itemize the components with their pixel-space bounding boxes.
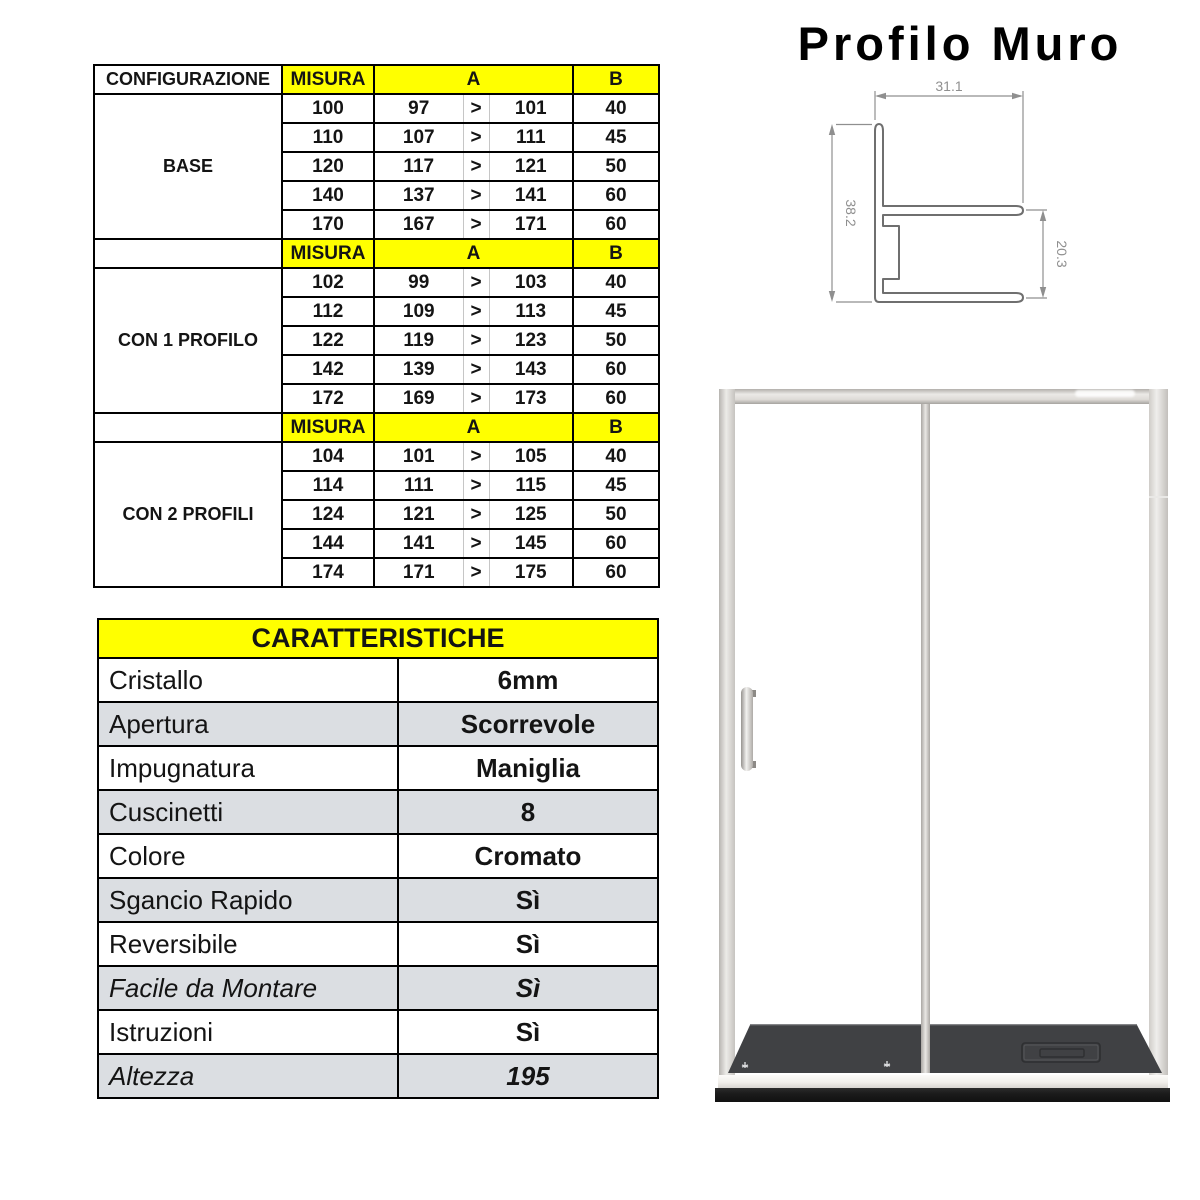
misura-header-cell: MISURA <box>282 239 374 268</box>
misura-cell: 124 <box>282 500 374 529</box>
feature-label-cell: Istruzioni <box>98 1010 398 1054</box>
a-max-cell: 173 <box>489 384 573 413</box>
range-separator-cell: > <box>463 558 489 587</box>
tray-plinth <box>715 1088 1170 1102</box>
feature-row <box>98 658 658 702</box>
feature-label-cell: Reversibile <box>98 922 398 966</box>
a-max-cell: 171 <box>489 210 573 239</box>
a-min-cell: 139 <box>374 355 463 384</box>
feature-label-cell: Cristallo <box>98 658 398 702</box>
b-cell: 40 <box>573 94 659 123</box>
range-separator-cell: > <box>463 355 489 384</box>
a-max-cell: 125 <box>489 500 573 529</box>
misura-cell: 174 <box>282 558 374 587</box>
range-separator-cell: > <box>463 152 489 181</box>
range-separator-cell: > <box>463 500 489 529</box>
a-min-cell: 119 <box>374 326 463 355</box>
a-header-cell: A <box>374 65 573 94</box>
frame-right-bar <box>1149 389 1168 1088</box>
misura-cell: 104 <box>282 442 374 471</box>
feature-row <box>98 834 658 878</box>
bottom-rail <box>718 1075 1168 1088</box>
feature-value-cell: Sì <box>398 922 658 966</box>
range-separator-cell: > <box>463 529 489 558</box>
feature-value-cell: 195 <box>398 1054 658 1098</box>
a-max-cell: 145 <box>489 529 573 558</box>
range-separator-cell: > <box>463 442 489 471</box>
feature-label-cell: Altezza <box>98 1054 398 1098</box>
b-cell: 40 <box>573 268 659 297</box>
a-min-cell: 171 <box>374 558 463 587</box>
misura-cell: 114 <box>282 471 374 500</box>
size-table <box>93 64 660 588</box>
a-max-cell: 123 <box>489 326 573 355</box>
b-cell: 60 <box>573 384 659 413</box>
feature-row <box>98 878 658 922</box>
misura-header-cell: MISURA <box>282 65 374 94</box>
a-min-cell: 141 <box>374 529 463 558</box>
misura-cell: 122 <box>282 326 374 355</box>
b-cell: 45 <box>573 297 659 326</box>
feature-value-cell: 6mm <box>398 658 658 702</box>
feature-label-cell: Cuscinetti <box>98 790 398 834</box>
size-data-row <box>94 268 659 297</box>
feature-row <box>98 1010 658 1054</box>
size-header-row <box>94 413 659 442</box>
a-min-cell: 121 <box>374 500 463 529</box>
range-separator-cell: > <box>463 384 489 413</box>
range-separator-cell: > <box>463 471 489 500</box>
a-min-cell: 107 <box>374 123 463 152</box>
feature-label-cell: Colore <box>98 834 398 878</box>
a-min-cell: 101 <box>374 442 463 471</box>
feature-label-cell: Facile da Montare <box>98 966 398 1010</box>
feature-value-cell: Maniglia <box>398 746 658 790</box>
dimension-width <box>875 91 1023 203</box>
tray-surface <box>728 1025 1162 1073</box>
size-header-row <box>94 239 659 268</box>
door-handle <box>741 687 753 771</box>
range-separator-cell: > <box>463 297 489 326</box>
b-cell: 50 <box>573 326 659 355</box>
a-min-cell: 167 <box>374 210 463 239</box>
profile-diagram-title: Profilo Muro <box>797 17 1123 70</box>
misura-cell: 110 <box>282 123 374 152</box>
glass-divider-bar <box>921 404 930 1073</box>
feature-value-cell: Scorrevole <box>398 702 658 746</box>
b-cell: 60 <box>573 210 659 239</box>
size-data-row <box>94 94 659 123</box>
misura-cell: 170 <box>282 210 374 239</box>
feature-row <box>98 922 658 966</box>
feature-row <box>98 1054 658 1098</box>
size-data-row <box>94 442 659 471</box>
feature-label-cell: Sgancio Rapido <box>98 878 398 922</box>
range-separator-cell: > <box>463 123 489 152</box>
misura-cell: 112 <box>282 297 374 326</box>
a-max-cell: 101 <box>489 94 573 123</box>
b-header-cell: B <box>573 65 659 94</box>
section-label-cell: BASE <box>94 94 282 239</box>
a-max-cell: 111 <box>489 123 573 152</box>
dimension-width-label: 31.1 <box>935 78 963 94</box>
b-header-cell: B <box>573 239 659 268</box>
feature-value-cell: Sì <box>398 878 658 922</box>
b-cell: 60 <box>573 558 659 587</box>
feature-value-cell: Sì <box>398 1010 658 1054</box>
feature-row <box>98 702 658 746</box>
a-max-cell: 103 <box>489 268 573 297</box>
misura-cell: 142 <box>282 355 374 384</box>
feature-label-cell: Apertura <box>98 702 398 746</box>
shower-door-image <box>715 378 1170 1105</box>
a-header-cell: A <box>374 239 573 268</box>
features-title-cell: CARATTERISTICHE <box>98 619 658 658</box>
a-header-cell: A <box>374 413 573 442</box>
a-max-cell: 115 <box>489 471 573 500</box>
a-min-cell: 169 <box>374 384 463 413</box>
a-min-cell: 99 <box>374 268 463 297</box>
a-min-cell: 97 <box>374 94 463 123</box>
misura-cell: 102 <box>282 268 374 297</box>
feature-value-cell: Sì <box>398 966 658 1010</box>
b-header-cell: B <box>573 413 659 442</box>
b-cell: 60 <box>573 181 659 210</box>
size-header-row <box>94 65 659 94</box>
range-separator-cell: > <box>463 268 489 297</box>
b-cell: 50 <box>573 500 659 529</box>
frame-top-highlight <box>1075 390 1135 397</box>
misura-header-cell: MISURA <box>282 413 374 442</box>
b-cell: 45 <box>573 123 659 152</box>
b-cell: 60 <box>573 529 659 558</box>
range-separator-cell: > <box>463 94 489 123</box>
a-max-cell: 141 <box>489 181 573 210</box>
features-title-row <box>98 619 658 658</box>
b-cell: 45 <box>573 471 659 500</box>
b-cell: 40 <box>573 442 659 471</box>
range-separator-cell: > <box>463 210 489 239</box>
frame-left-bar <box>719 389 735 1088</box>
shower-tray <box>715 1018 1170 1080</box>
misura-cell: 172 <box>282 384 374 413</box>
dimension-height-label: 38.2 <box>843 199 859 227</box>
a-max-cell: 175 <box>489 558 573 587</box>
frame-right-seam <box>1149 496 1168 498</box>
a-min-cell: 137 <box>374 181 463 210</box>
dimension-depth <box>1026 210 1047 298</box>
dimension-depth-label: 20.3 <box>1054 240 1070 268</box>
feature-value-cell: Cromato <box>398 834 658 878</box>
section-label-cell: CON 1 PROFILO <box>94 268 282 413</box>
configurazione-header-cell <box>94 239 282 268</box>
profile-outline <box>875 124 1023 302</box>
feature-value-cell: 8 <box>398 790 658 834</box>
wall-profile-diagram <box>790 78 1090 318</box>
misura-cell: 140 <box>282 181 374 210</box>
misura-cell: 120 <box>282 152 374 181</box>
feature-row <box>98 966 658 1010</box>
feature-row <box>98 790 658 834</box>
section-label-cell: CON 2 PROFILI <box>94 442 282 587</box>
b-cell: 50 <box>573 152 659 181</box>
range-separator-cell: > <box>463 326 489 355</box>
a-min-cell: 111 <box>374 471 463 500</box>
misura-cell: 100 <box>282 94 374 123</box>
a-min-cell: 109 <box>374 297 463 326</box>
a-max-cell: 121 <box>489 152 573 181</box>
a-max-cell: 105 <box>489 442 573 471</box>
b-cell: 60 <box>573 355 659 384</box>
features-table <box>97 618 659 1099</box>
range-separator-cell: > <box>463 181 489 210</box>
a-max-cell: 143 <box>489 355 573 384</box>
a-max-cell: 113 <box>489 297 573 326</box>
a-min-cell: 117 <box>374 152 463 181</box>
feature-label-cell: Impugnatura <box>98 746 398 790</box>
misura-cell: 144 <box>282 529 374 558</box>
feature-row <box>98 746 658 790</box>
configurazione-header-cell <box>94 413 282 442</box>
configurazione-header-cell: CONFIGURAZIONE <box>94 65 282 94</box>
